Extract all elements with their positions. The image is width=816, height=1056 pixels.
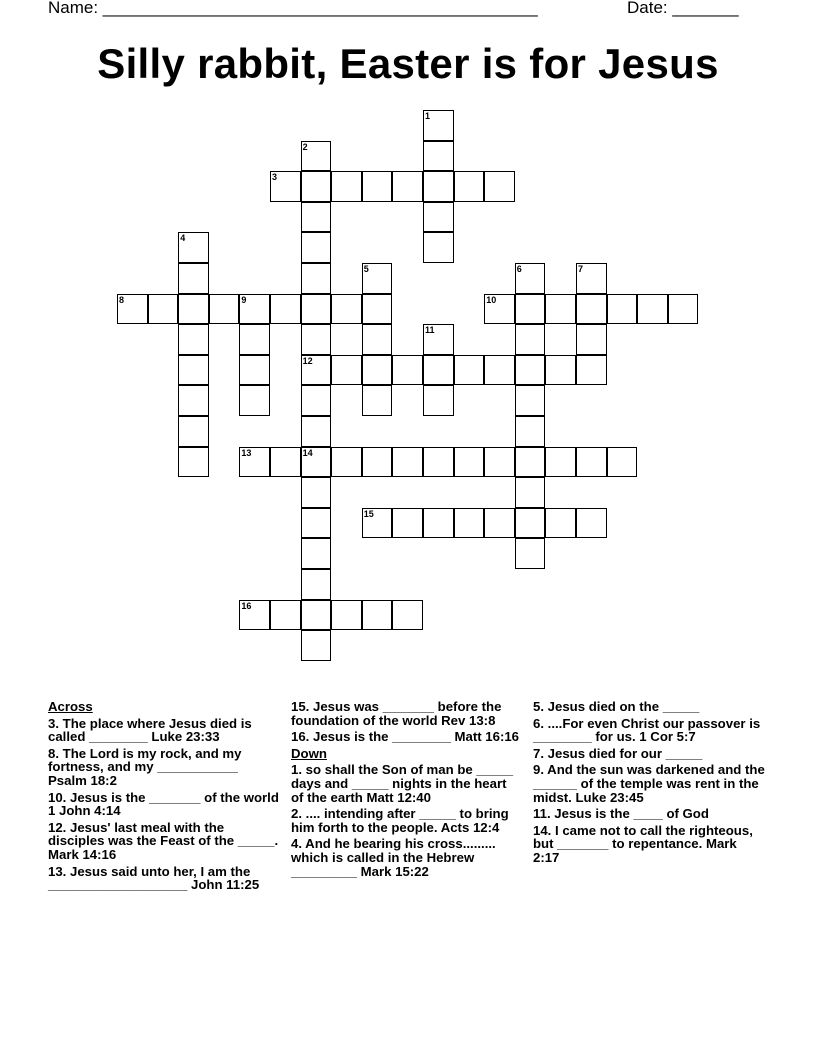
grid-cell[interactable] [301,508,332,539]
clue-down-11: 11. Jesus is the ____ of God [533,806,709,822]
grid-cell[interactable] [515,477,546,508]
grid-cell[interactable] [576,263,607,294]
grid-cell[interactable] [576,508,607,539]
grid-cell[interactable] [515,447,546,478]
grid-cell[interactable] [301,324,332,355]
grid-cell[interactable] [362,263,393,294]
grid-cell[interactable] [576,447,607,478]
grid-cell[interactable] [362,324,393,355]
name-line[interactable]: Name: ______________________________________________ [48,0,538,17]
grid-cell[interactable] [331,600,362,631]
grid-cell[interactable] [209,294,240,325]
grid-cell[interactable] [454,508,485,539]
grid-cell[interactable] [423,232,454,263]
grid-cell[interactable] [423,110,454,141]
grid-cell[interactable] [423,385,454,416]
grid-cell[interactable] [515,538,546,569]
grid-cell[interactable] [423,202,454,233]
grid-cell[interactable] [178,416,209,447]
grid-cell[interactable] [301,538,332,569]
grid-cell[interactable] [301,171,332,202]
down-heading: Down [291,745,327,761]
grid-cell[interactable] [362,355,393,386]
grid-cell[interactable] [178,263,209,294]
grid-cell[interactable] [545,447,576,478]
grid-cell[interactable] [423,355,454,386]
grid-cell[interactable] [423,141,454,172]
clue-column-1 [48,700,280,895]
grid-cell[interactable] [239,385,270,416]
grid-cell[interactable] [423,508,454,539]
grid-cell[interactable] [515,385,546,416]
grid-cell[interactable] [362,171,393,202]
grid-cell[interactable] [362,600,393,631]
grid-cell[interactable] [545,294,576,325]
grid-cell[interactable] [178,294,209,325]
grid-cell[interactable] [362,508,393,539]
clue-across-8: 8. The Lord is my rock, and my fortness, and my ___________ Psalm 18:2 [48,745,242,788]
grid-cell[interactable] [362,447,393,478]
grid-cell[interactable] [484,508,515,539]
grid-cell[interactable] [515,324,546,355]
grid-cell[interactable] [331,447,362,478]
clue-down-9: 9. And the sun was darkened and the ______ of the temple was rent in the midst. Luke 23:45 [533,762,765,805]
grid-cell[interactable] [178,324,209,355]
grid-cell[interactable] [178,355,209,386]
grid-cell[interactable] [270,294,301,325]
clue-across-16: 16. Jesus is the ________ Matt 16:16 [291,729,520,745]
grid-cell[interactable] [148,294,179,325]
grid-cell[interactable] [423,171,454,202]
clue-number: 1 [425,111,431,121]
grid-cell[interactable] [515,294,546,325]
grid-cell[interactable] [454,355,485,386]
grid-cell[interactable] [239,324,270,355]
clue-column-3 [533,700,765,868]
across-heading: Across [48,699,93,714]
clue-number: 10 [486,294,497,305]
grid-cell[interactable] [178,447,209,478]
clue-number: 9 [241,294,247,305]
clue-down-1: 1. so shall the Son of man be _____ days and _____ nights in the heart of the earth Matt 12:40 [291,762,514,805]
grid-cell[interactable] [301,447,332,478]
grid-cell[interactable] [515,508,546,539]
grid-cell[interactable] [454,447,485,478]
clue-number: 2 [302,141,308,152]
grid-cell[interactable] [484,294,515,325]
grid-cell[interactable] [301,355,332,386]
grid-cell[interactable] [301,202,332,233]
grid-cell[interactable] [423,324,454,355]
grid-cell[interactable] [301,232,332,263]
grid-cell[interactable] [178,232,209,263]
grid-cell[interactable] [178,385,209,416]
clue-number: 7 [578,264,584,274]
grid-cell[interactable] [301,416,332,447]
grid-cell[interactable] [362,294,393,325]
grid-cell[interactable] [668,294,699,325]
grid-cell[interactable] [392,508,423,539]
clue-across-15: 15. Jesus was _______ before the foundation of the world Rev 13:8 [291,699,502,728]
grid-cell[interactable] [392,171,423,202]
grid-cell[interactable] [331,355,362,386]
clue-down-6: 6. ....For even Christ our passover is ________ for us. 1 Cor 5:7 [533,715,761,745]
clue-number: 16 [241,600,252,611]
grid-cell[interactable] [117,294,148,325]
grid-cell[interactable] [239,447,270,478]
page-title: Silly rabbit, Easter is for Jesus [97,40,719,87]
grid-cell[interactable] [239,355,270,386]
grid-cell[interactable] [576,355,607,386]
clue-number: 12 [302,355,313,366]
clue-down-7: 7. Jesus died for our _____ [533,745,703,761]
clue-across-12: 12. Jesus' last meal with the disciples was the Feast of the _____. Mark 14:16 [48,819,279,862]
grid-cell[interactable] [515,355,546,386]
grid-cell[interactable] [392,447,423,478]
grid-cell[interactable] [301,294,332,325]
grid-cell[interactable] [270,600,301,631]
grid-cell[interactable] [576,294,607,325]
grid-cell[interactable] [423,447,454,478]
grid-cell[interactable] [484,171,515,202]
grid-cell[interactable] [484,355,515,386]
clue-number: 15 [363,508,374,519]
grid-cell[interactable] [515,263,546,294]
grid-cell[interactable] [392,355,423,386]
clue-number: 4 [180,233,186,244]
grid-cell[interactable] [362,385,393,416]
clue-column-2 [291,700,521,881]
clue-number: 3 [272,172,278,183]
grid-cell[interactable] [331,294,362,325]
grid-cell[interactable] [270,447,301,478]
clue-across-3: 3. The place where Jesus died is called ________ Luke 23:33 [48,715,252,745]
grid-cell[interactable] [484,447,515,478]
clue-number: 5 [363,264,369,274]
grid-cell[interactable] [545,355,576,386]
grid-cell[interactable] [637,294,668,325]
date-line[interactable]: Date: _______ [627,0,739,17]
grid-cell[interactable] [392,600,423,631]
grid-cell[interactable] [331,171,362,202]
grid-cell[interactable] [301,477,332,508]
grid-cell[interactable] [239,294,270,325]
grid-cell[interactable] [301,263,332,294]
grid-cell[interactable] [607,294,638,325]
clue-number: 14 [302,447,313,458]
clue-down-2: 2. .... intending after _____ to bring him forth to the people. Acts 12:4 [291,806,509,835]
clue-down-4: 4. And he bearing his cross......... which is called in the Hebrew _________ Mark 15:22 [291,836,496,879]
grid-cell[interactable] [301,569,332,600]
grid-cell[interactable] [301,141,332,172]
grid-cell[interactable] [270,171,301,202]
grid-cell[interactable] [301,630,332,661]
clue-number: 13 [241,447,252,458]
clue-number: 11 [425,325,435,336]
grid-cell[interactable] [545,508,576,539]
grid-cell[interactable] [576,324,607,355]
clue-number: 6 [516,264,522,274]
clue-across-13: 13. Jesus said unto her, I am the ___________________ John 11:25 [48,863,260,893]
grid-cell[interactable] [301,385,332,416]
grid-cell[interactable] [607,447,638,478]
grid-cell[interactable] [239,600,270,631]
grid-cell[interactable] [454,171,485,202]
clue-number: 8 [119,294,125,305]
clue-down-5: 5. Jesus died on the _____ [533,699,700,714]
clue-down-14: 14. I came not to call the righteous, but _______ to repentance. Mark 2:17 [533,822,753,865]
grid-cell[interactable] [515,416,546,447]
clue-across-10: 10. Jesus is the _______ of the world 1 John 4:14 [48,789,279,819]
grid-cell[interactable] [301,600,332,631]
